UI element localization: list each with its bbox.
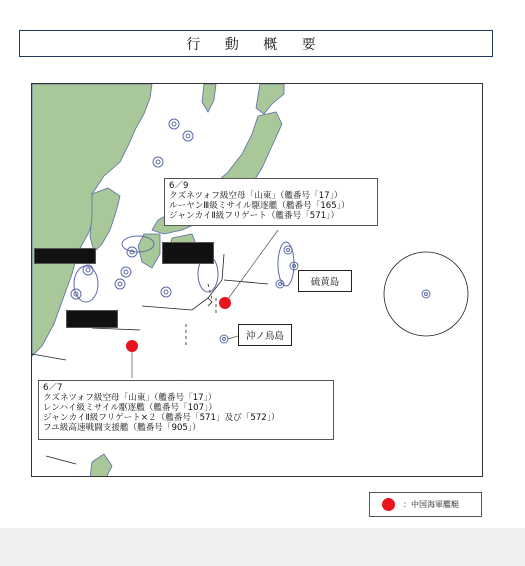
redacted-label <box>34 248 96 264</box>
callout-line: ジャンカイⅡ級フリゲート×２（艦番号「571」及び「572」） <box>43 413 280 423</box>
callout-date: 6／7 <box>43 383 63 393</box>
redacted-label <box>66 310 118 328</box>
legend-label: ：中国海軍艦艇 <box>403 500 459 509</box>
sakhalin <box>202 84 216 112</box>
ship-marker-6-7 <box>126 340 138 352</box>
redacted-label <box>162 242 214 264</box>
callout-date: 6／9 <box>169 181 189 191</box>
label-iwoto: 硫黄島 <box>298 270 352 292</box>
callout-line: レンハイ級ミサイル駆逐艦（艦番号「107」） <box>43 403 217 413</box>
hokkaido <box>256 84 284 114</box>
callout-line: クズネツォフ級空母「山東」（艦番号「17」） <box>43 393 217 403</box>
bottom-band <box>0 528 525 566</box>
callout-line: ジャンカイⅡ級フリゲート（艦番号「571」） <box>169 211 340 221</box>
callout-line: フユ級高速戦闘支援艦（艦番号「905」） <box>43 423 201 433</box>
callout-june-9 <box>164 178 378 226</box>
callout-line: ルーヤンⅢ級ミサイル駆逐艦（艦番号「165」） <box>169 201 350 211</box>
eez-circle <box>384 252 468 336</box>
callout-line: クズネツォフ級空母「山東」（艦番号「17」） <box>169 191 343 201</box>
ship-marker-6-9 <box>219 297 231 309</box>
page-title: 行 動 概 要 <box>19 30 493 57</box>
map-frame <box>31 83 483 477</box>
kyushu <box>138 234 160 268</box>
legend-red-dot-icon <box>382 498 395 511</box>
callout-june-7 <box>38 380 334 440</box>
philippines <box>90 454 112 477</box>
korea-peninsula <box>90 188 120 252</box>
legend <box>369 492 482 517</box>
label-okinotorishima: 沖ノ鳥島 <box>238 324 292 346</box>
